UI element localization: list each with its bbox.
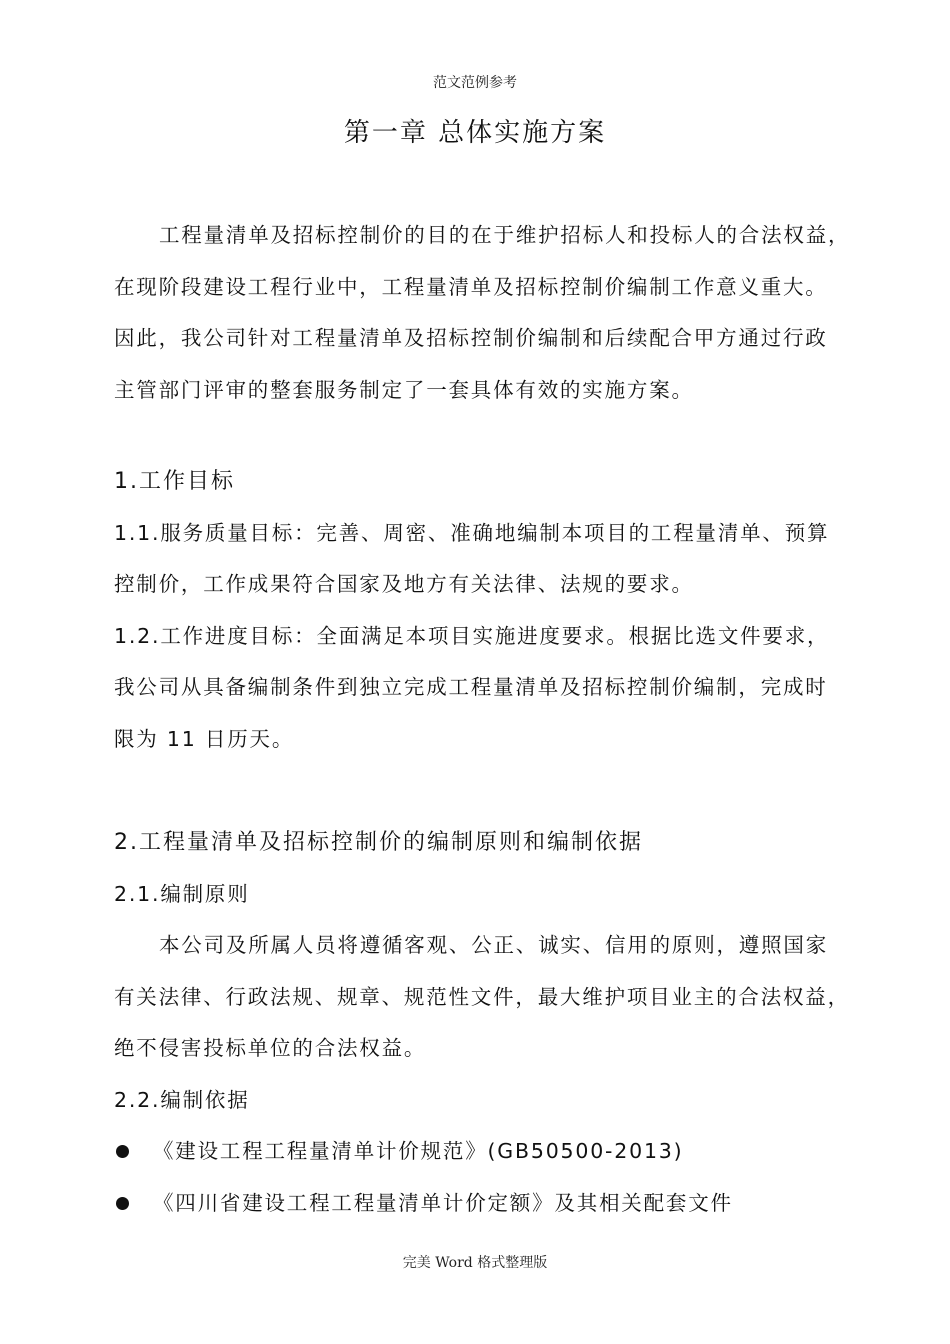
section-heading-principles-basis: 2.工程量清单及招标控制价的编制原则和编制依据	[114, 830, 643, 855]
basis-list-item	[114, 1126, 854, 1178]
principles-line: 有关法律、行政法规、规章、规范性文件，最大维护项目业主的合法权益，	[114, 984, 850, 1009]
intro-paragraph	[114, 210, 854, 416]
progress-goal-line: 我公司从具备编制条件到独立完成工程量清单及招标控制价编制，完成时	[114, 675, 828, 699]
progress-goal-line: 1.2.工作进度目标：全面满足本项目实施进度要求。根据比选文件要求，	[114, 623, 830, 648]
principles-line: 绝不侵害投标单位的合法权益。	[114, 1036, 427, 1060]
subsection-heading-basis: 2.2.编制依据	[114, 1087, 250, 1112]
basis-item-text: 《四川省建设工程工程量清单计价定额》及其相关配套文件	[153, 1190, 733, 1215]
principles-line: 本公司及所属人员将遵循客观、公正、诚实、信用的原则，遵照国家	[159, 933, 828, 957]
basis-bullet-list	[114, 1126, 854, 1229]
basis-list-item	[114, 1178, 854, 1230]
quality-goal-line: 控制价，工作成果符合国家及地方有关法律、法规的要求。	[114, 572, 694, 596]
page-header: 范文范例参考	[433, 75, 517, 91]
quality-goal-line: 1.1.服务质量目标：完善、周密、准确地编制本项目的工程量清单、预算	[114, 520, 830, 545]
intro-line: 因此，我公司针对工程量清单及招标控制价编制和后续配合甲方通过行政	[114, 326, 828, 350]
page-footer: 完美 Word 格式整理版	[402, 1255, 548, 1271]
intro-line: 工程量清单及招标控制价的目的在于维护招标人和投标人的合法权益，	[159, 223, 851, 247]
service-quality-goal	[114, 508, 854, 611]
principles-paragraph	[114, 920, 854, 1075]
intro-line: 在现阶段建设工程行业中，工程量清单及招标控制价编制工作意义重大。	[114, 274, 828, 299]
section-heading-work-goals: 1.工作目标	[114, 469, 235, 494]
bullet-icon	[116, 1197, 129, 1210]
chapter-title: 第一章 总体实施方案	[343, 118, 607, 148]
progress-goal-line: 限为 11 日历天。	[114, 726, 295, 751]
document-body	[114, 210, 854, 1229]
intro-line: 主管部门评审的整套服务制定了一套具体有效的实施方案。	[114, 377, 694, 402]
subsection-heading-principles: 2.1.编制原则	[114, 881, 250, 906]
work-progress-goal	[114, 611, 854, 766]
bullet-icon	[116, 1145, 129, 1158]
basis-item-text: 《建设工程工程量清单计价规范》(GB50500-2013)	[153, 1139, 684, 1163]
